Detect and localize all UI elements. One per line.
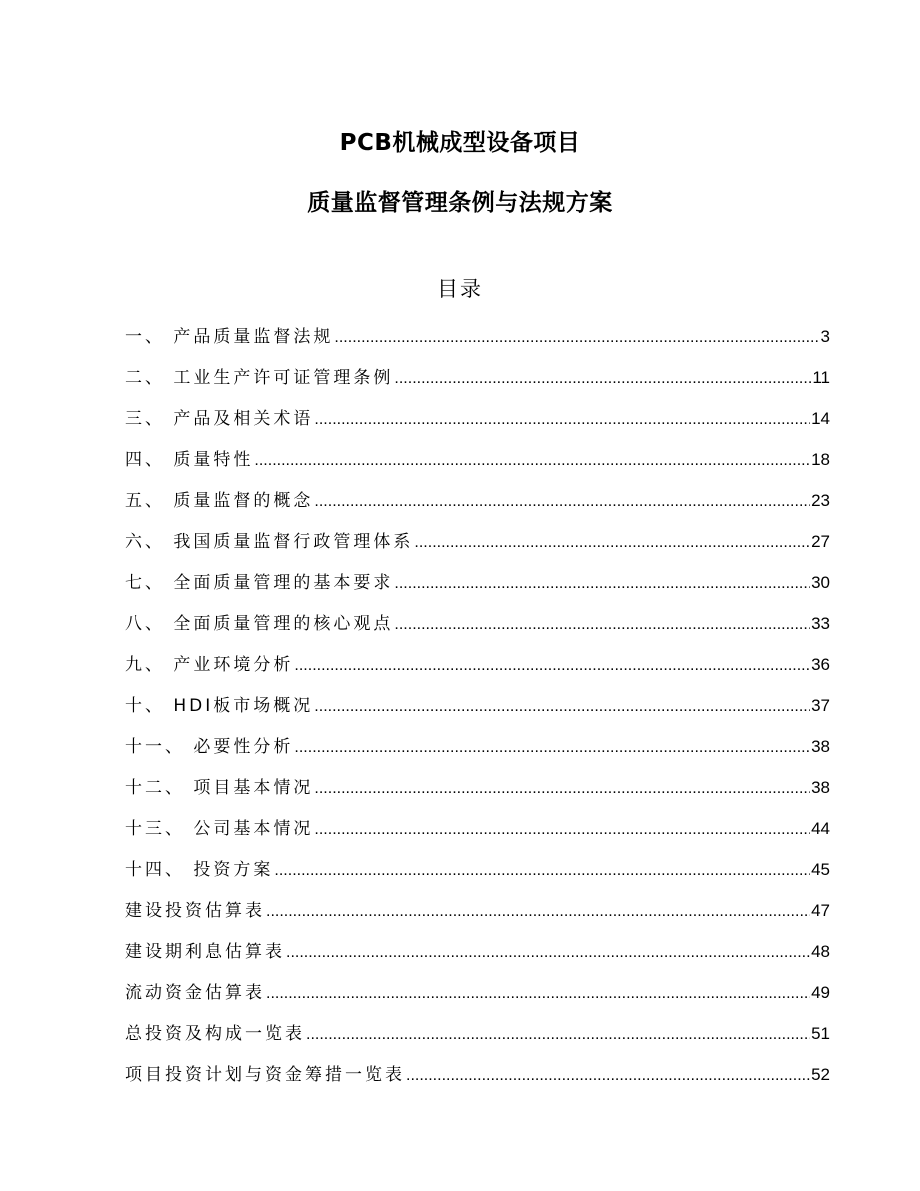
- toc-leader-dots: [274, 858, 810, 884]
- toc-leader-dots: [306, 1022, 810, 1048]
- toc-entry-page: 47: [811, 901, 830, 920]
- toc-entry-label: 十四、 投资方案: [125, 860, 274, 880]
- toc-leader-dots: [394, 571, 810, 597]
- toc-leader-dots: [254, 448, 810, 474]
- toc-entry-page: 38: [811, 737, 830, 756]
- toc-entry-page: 18: [811, 450, 830, 469]
- toc-entry-page: 38: [811, 778, 830, 797]
- toc-entry[interactable]: [125, 898, 830, 939]
- toc-entry-label: 六、 我国质量监督行政管理体系: [125, 532, 414, 552]
- toc-entry-page: 36: [811, 655, 830, 674]
- toc-entry-page: 37: [811, 696, 830, 715]
- toc-entry-label: 总投资及构成一览表: [125, 1024, 305, 1044]
- toc-entry[interactable]: [125, 1021, 830, 1062]
- toc-leader-dots: [314, 694, 810, 720]
- toc-entry-page: 49: [811, 983, 830, 1002]
- toc-entry[interactable]: [125, 324, 830, 365]
- toc-leader-dots: [266, 981, 810, 1007]
- toc-entry-label: 三、 产品及相关术语: [125, 409, 314, 429]
- toc-entry-label: 一、 产品质量监督法规: [125, 327, 334, 347]
- toc-entry-label: 五、 质量监督的概念: [125, 491, 314, 511]
- toc-entry-page: 3: [820, 327, 830, 346]
- toc-leader-dots: [266, 899, 810, 925]
- toc-entry-label: 七、 全面质量管理的基本要求: [125, 573, 394, 593]
- toc-entry-label: 十、 HDI板市场概况: [125, 696, 314, 716]
- toc-entry-page: 30: [811, 573, 830, 592]
- toc-entry[interactable]: [125, 365, 830, 406]
- toc-entry[interactable]: [125, 570, 830, 611]
- toc-entry-page: 48: [811, 942, 830, 961]
- toc-entry[interactable]: [125, 816, 830, 857]
- toc-entry[interactable]: [125, 611, 830, 652]
- toc-entry-label: 二、 工业生产许可证管理条例: [125, 368, 394, 388]
- toc-leader-dots: [294, 653, 810, 679]
- toc-entry-page: 52: [811, 1065, 830, 1084]
- toc-entry[interactable]: [125, 734, 830, 775]
- toc-entry-page: 23: [811, 491, 830, 510]
- toc-entry[interactable]: [125, 693, 830, 734]
- toc-entry-page: 51: [811, 1024, 830, 1043]
- toc-entry[interactable]: [125, 447, 830, 488]
- table-of-contents: [125, 324, 830, 1103]
- document-title-line-2: 质量监督管理条例与法规方案: [307, 190, 613, 216]
- toc-leader-dots: [314, 407, 810, 433]
- toc-entry-label: 十一、 必要性分析: [125, 737, 294, 757]
- toc-entry[interactable]: [125, 652, 830, 693]
- toc-entry-label: 流动资金估算表: [125, 983, 265, 1003]
- toc-leader-dots: [394, 612, 810, 638]
- toc-leader-dots: [314, 817, 810, 843]
- toc-entry-page: 27: [811, 532, 830, 551]
- toc-leader-dots: [394, 366, 811, 392]
- toc-leader-dots: [406, 1063, 810, 1089]
- document-title-line-1: PCB机械成型设备项目: [339, 130, 581, 156]
- toc-entry-label: 十二、 项目基本情况: [125, 778, 314, 798]
- toc-entry-page: 11: [812, 368, 830, 387]
- toc-entry-label: 项目投资计划与资金筹措一览表: [125, 1065, 405, 1085]
- toc-entry-label: 十三、 公司基本情况: [125, 819, 314, 839]
- toc-leader-dots: [314, 489, 810, 515]
- toc-entry[interactable]: [125, 488, 830, 529]
- toc-entry[interactable]: [125, 980, 830, 1021]
- toc-entry[interactable]: [125, 529, 830, 570]
- toc-entry-page: 45: [811, 860, 830, 879]
- toc-leader-dots: [334, 325, 819, 351]
- toc-entry-label: 四、 质量特性: [125, 450, 254, 470]
- toc-entry-label: 建设期利息估算表: [125, 942, 285, 962]
- toc-entry[interactable]: [125, 939, 830, 980]
- toc-leader-dots: [414, 530, 810, 556]
- toc-leader-dots: [314, 776, 810, 802]
- toc-entry-label: 建设投资估算表: [125, 901, 265, 921]
- toc-leader-dots: [294, 735, 810, 761]
- toc-entry[interactable]: [125, 775, 830, 816]
- toc-entry[interactable]: [125, 857, 830, 898]
- toc-entry[interactable]: [125, 1062, 830, 1103]
- toc-entry-page: 33: [811, 614, 830, 633]
- toc-entry[interactable]: [125, 406, 830, 447]
- toc-entry-page: 14: [811, 409, 830, 428]
- toc-heading: 目录: [437, 277, 483, 301]
- toc-entry-label: 八、 全面质量管理的核心观点: [125, 614, 394, 634]
- toc-entry-label: 九、 产业环境分析: [125, 655, 294, 675]
- toc-entry-page: 44: [811, 819, 830, 838]
- toc-leader-dots: [286, 940, 810, 966]
